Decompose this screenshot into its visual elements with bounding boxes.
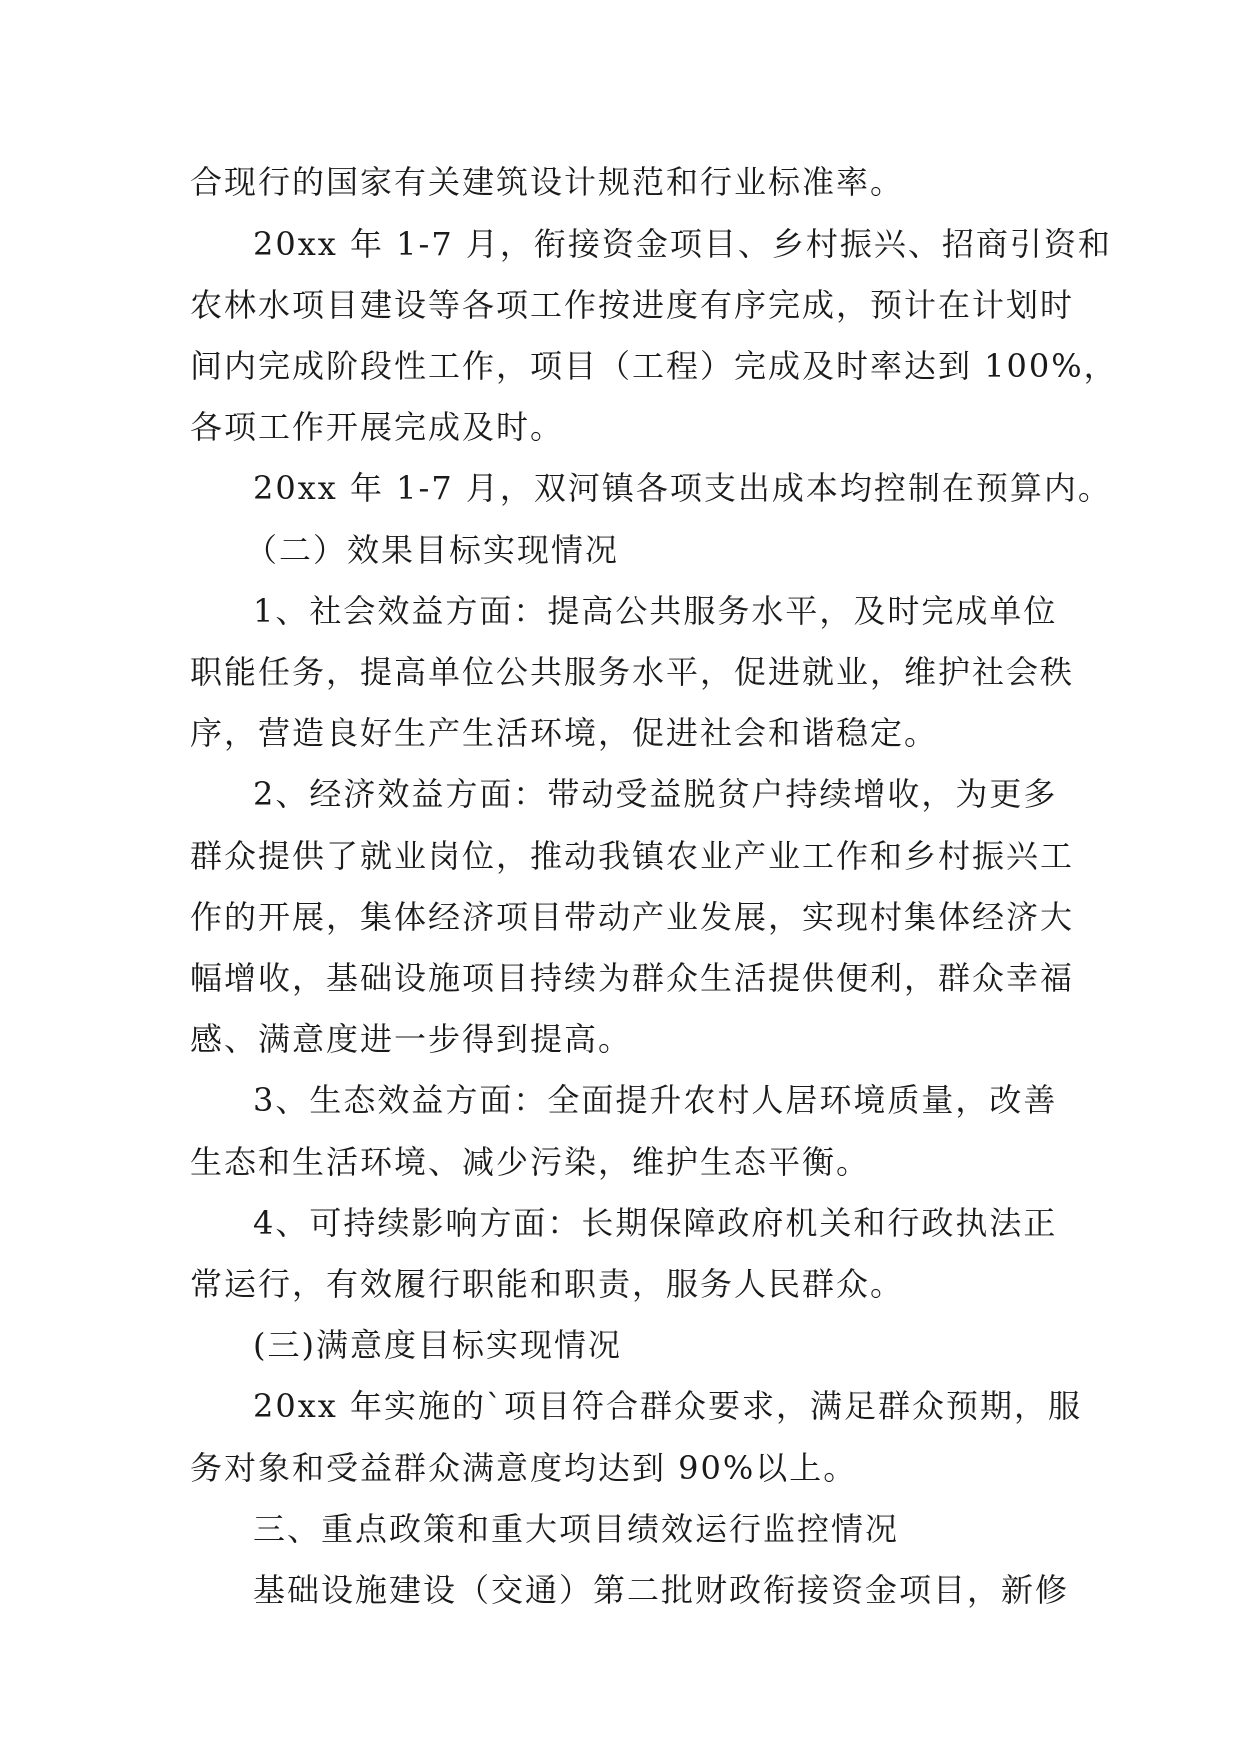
paragraph-line: 20xx 年 1-7 月，双河镇各项支出成本均控制在预算内。	[253, 469, 1112, 507]
paragraph-line: 间内完成阶段性工作，项目（工程）完成及时率达到 100%，	[190, 347, 1118, 385]
paragraph-line: 常运行，有效履行职能和职责，服务人民群众。	[190, 1265, 905, 1303]
paragraph-line: 3、生态效益方面：全面提升农村人居环境质量，改善	[253, 1081, 1058, 1119]
paragraph-line: 职能任务，提高单位公共服务水平，促进就业，维护社会秩	[190, 653, 1075, 691]
paragraph-line: 基础设施建设（交通）第二批财政衔接资金项目，新修	[253, 1571, 1070, 1609]
paragraph-line: 1、社会效益方面：提高公共服务水平，及时完成单位	[253, 592, 1058, 630]
paragraph-line: 务对象和受益群众满意度均达到 90%以上。	[190, 1449, 858, 1487]
paragraph-line: 作的开展，集体经济项目带动产业发展，实现村集体经济大	[190, 898, 1075, 936]
section-heading: (三)满意度目标实现情况	[253, 1326, 622, 1364]
paragraph-line: 群众提供了就业岗位，推动我镇农业产业工作和乡村振兴工	[190, 837, 1075, 875]
paragraph-line: 2、经济效益方面：带动受益脱贫户持续增收，为更多	[253, 775, 1058, 813]
paragraph-line: 感、满意度进一步得到提高。	[190, 1020, 633, 1058]
section-heading: （二）效果目标实现情况	[245, 531, 620, 569]
paragraph-line: 合现行的国家有关建筑设计规范和行业标准率。	[190, 163, 905, 201]
paragraph-line: 4、可持续影响方面：长期保障政府机关和行政执法正	[253, 1204, 1058, 1242]
paragraph-line: 序，营造良好生产生活环境，促进社会和谐稳定。	[190, 714, 939, 752]
paragraph-line: 生态和生活环境、减少污染，维护生态平衡。	[190, 1143, 871, 1181]
paragraph-line: 20xx 年实施的`项目符合群众要求，满足群众预期，服	[253, 1387, 1082, 1425]
paragraph-line: 农林水项目建设等各项工作按进度有序完成，预计在计划时	[190, 286, 1075, 324]
paragraph-line: 20xx 年 1-7 月，衔接资金项目、乡村振兴、招商引资和	[253, 225, 1112, 263]
section-heading: 三、重点政策和重大项目绩效运行监控情况	[253, 1510, 900, 1548]
paragraph-line: 各项工作开展完成及时。	[190, 408, 565, 446]
paragraph-line: 幅增收，基础设施项目持续为群众生活提供便利，群众幸福	[190, 959, 1075, 997]
